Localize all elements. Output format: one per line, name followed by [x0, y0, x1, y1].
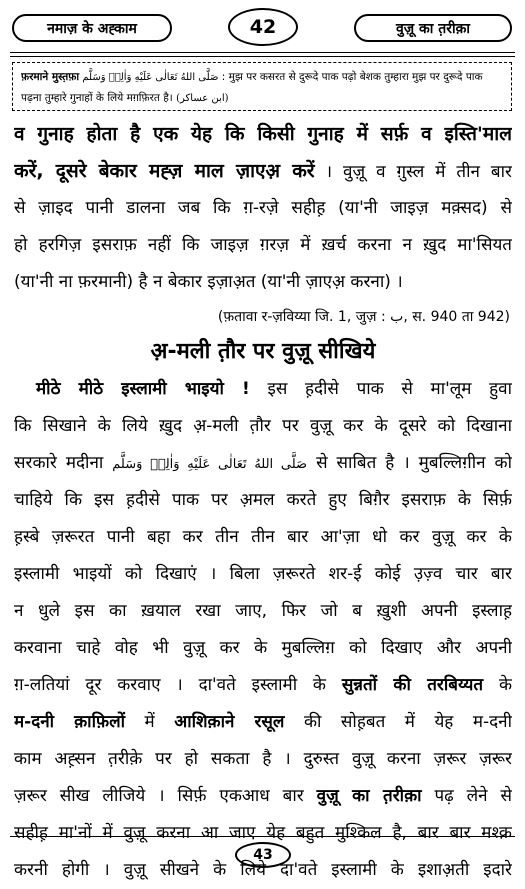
text-line: सहीह़ मा'नों में वुज़ू करना आ जाए येह बहुत मुश्किल है, बार बार मश्क़ [14, 823, 512, 843]
text-segment: इस ह़दीसे पाक से मा'लूम हुवा [267, 379, 512, 399]
quote-text-1: : मुझ पर कसरत से दुरूदे पाक पढ़ो बेशक तुम्हारा मुझ पर दुरूदे पाक [221, 71, 483, 83]
text-line: काम अह़्सन त़रीक़े पर हो सकता है । दुरुस्त वुज़ू करना ज़रूर ज़रूर [14, 749, 512, 769]
text-line [14, 445, 512, 482]
header-chapter-title: वुज़ू का त़रीक़ा [354, 14, 512, 42]
quote-line-1 [21, 67, 503, 88]
text-line [14, 153, 512, 190]
quote-arabic-salutation: صَلَّى اللهُ تَعَالٰى عَلَيْهِ وَاٰلِهٖ وَسَلَّم [82, 72, 219, 83]
section-heading: अ़-मली त़ौर पर वुज़ू सीखिये [150, 339, 376, 364]
text-segment: ग़-लतियां दूर करवाए । दा'वते इस्लामी के [14, 675, 326, 695]
arabic-salutation: صَلَّى اللهُ تَعَالٰى عَلَيْهِ وَاٰلِهٖ وَسَلَّم [112, 457, 308, 472]
text-line: इस्लामी भाइयों को दिखाएं । बिला ज़रूरते शर-ई कोई उ़ज़्व चार बार [14, 564, 512, 584]
text-segment: में [144, 712, 155, 732]
text-line: चाहिये कि इस ह़दीसे पाक पर अ़मल करते हुए बिग़ैर इसराफ़ के सिर्फ़ [14, 490, 512, 510]
footer-page-number: 43 [235, 842, 291, 868]
text-line [14, 371, 512, 408]
header-book-title: नमाज़ के अह्काम [12, 14, 172, 42]
text-line [14, 667, 512, 704]
fatawa-reference: (फ़तावा र-ज़विय्या जि. 1, जुज़ : ب, स. 940 ता 942) [217, 309, 510, 325]
text-line: कि सिखाने के लिये ख़ुद अ़-मली त़ौर पर वुज़ू कर के दूसरे को दिखाना [14, 416, 512, 436]
header-rule-top [10, 52, 515, 53]
text-line: ह़स्बे ज़रूरत पानी बहा कर तीन तीन बार आ'ज़ा धो कर वुज़ू कर के [14, 527, 512, 547]
text-line: (या'नी ना फ़रमानी) है न बेकार इज़ाअ़त (या'नी ज़ाएअ़ करना) । [14, 272, 403, 292]
text-segment: । वुज़ू व ग़ुस्ल में तीन बार [325, 162, 512, 182]
quote-label: फ़रमाने मुस्त़फ़ा [21, 71, 80, 83]
quote-line-2 [21, 88, 503, 109]
text-line: से ज़ाइद पानी डालना जब कि ग़-रज़े सहीह़ (या'नी जाइज़ मक़्सद) से [14, 198, 512, 218]
bold-phrase: म-दनी क़ाफ़िलों [14, 712, 126, 732]
text-segment: से साबित है । मुबल्लिग़ीन को [316, 453, 512, 473]
text-line: हो हरगिज़ इसराफ़ नहीं कि जाइज़ ग़रज़ में ख़र्च करना न ख़ुद मा'सियत [14, 235, 512, 255]
quote-source: (ابن عساکر) [176, 93, 229, 104]
text-segment: सरकारे मदीना [14, 453, 104, 473]
text-line [14, 778, 512, 815]
text-line: करवाना चाहे वोह भी वुज़ू कर के मुबल्लिग़ को दिखाए और अपनी [14, 638, 512, 658]
bold-phrase: आशिक़ाने रसूल [174, 712, 285, 732]
bold-phrase: मीठे मीठे इस्लामी भाइयो ! [36, 379, 250, 399]
text-segment: ज़रूर सीख लीजिये । सिर्फ़ एकआध बार [14, 786, 304, 806]
main-text [14, 116, 512, 889]
bold-phrase: सुन्नतों की तरबिय्यत [341, 675, 484, 695]
text-line: व गुनाह होता है एक येह कि किसी गुनाह में सर्फ़ व इस्ति'माल [14, 123, 512, 145]
text-segment: पढ़ लेने से [434, 786, 512, 806]
text-line: करनी होगी । वुज़ू सीखने के लिये दा'वते इस्लामी के इशाअ़ती इदारे [14, 860, 512, 880]
text-segment: की सोह़बत में येह म-दनी [303, 712, 512, 732]
text-line [14, 704, 512, 741]
text-segment: के [498, 675, 512, 695]
hadith-quote-box [12, 62, 512, 111]
quote-text-2: पढ़ना तुम्हारे गुनाहों के लिये मग़फ़िरत है। [21, 92, 173, 104]
footer-rule [10, 836, 515, 837]
bold-phrase: करें, दूसरे बेकार मह्ज़ माल ज़ाएअ़ करें [14, 160, 315, 182]
header-page-number: 42 [228, 8, 298, 46]
bold-phrase: वुज़ू का त़रीक़ा [316, 786, 422, 806]
header-rule-bottom [10, 56, 515, 57]
text-line: न धुले इस का ख़याल रखा जाए, फिर जो ब ख़ुशी अपनी इस्लाह़ [14, 601, 512, 621]
